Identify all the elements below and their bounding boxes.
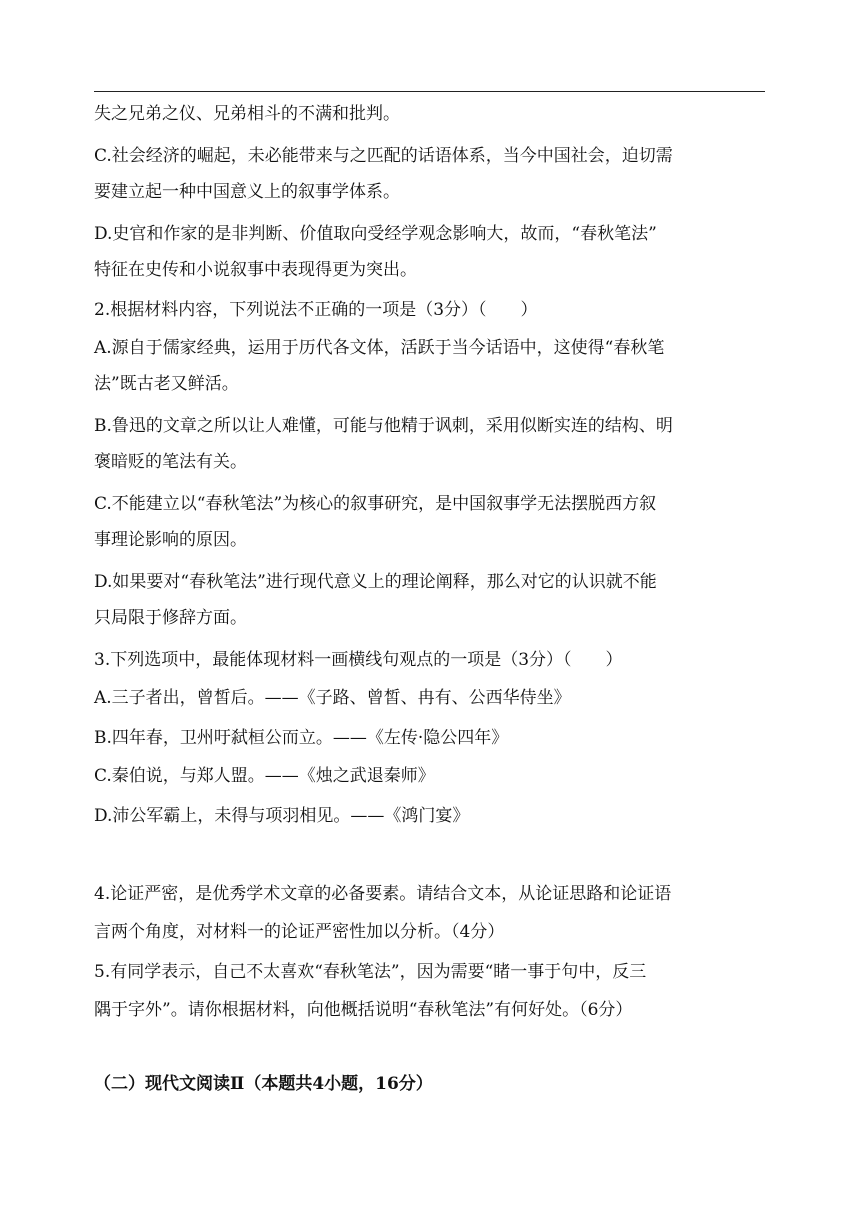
- header-rule: [94, 91, 765, 92]
- option-c-line: C.社会经济的崛起，未必能带来与之匹配的话语体系，当今中国社会，迫切需: [94, 146, 673, 166]
- section-heading: （二）现代文阅读Ⅱ（本题共4小题，16分）: [94, 1074, 433, 1094]
- text-line: 隅于字外”。请你根据材料，向他概括说明“春秋笔法”有何好处。（6分）: [94, 1000, 633, 1020]
- question-5: 5.有同学表示，自己不太喜欢“春秋笔法”，因为需要“睹一事于句中，反三: [94, 962, 647, 982]
- text-line: 事理论影响的原因。: [94, 530, 247, 550]
- question-3: 3.下列选项中，最能体现材料一画横线句观点的一项是（3分）（ ）: [94, 650, 623, 670]
- text-line: 褒暗贬的笔法有关。: [94, 452, 247, 472]
- text-line: 法”既古老又鲜活。: [94, 374, 239, 394]
- option-b-line: B.四年春，卫州吁弑桓公而立。——《左传·隐公四年》: [94, 728, 509, 748]
- option-d-line: D.史官和作家的是非判断、价值取向受经学观念影响大，故而，“春秋笔法”: [94, 224, 657, 244]
- option-a-line: A.源自于儒家经典，运用于历代各文体，活跃于当今话语中，这使得“春秋笔: [94, 338, 665, 358]
- text-line: 要建立起一种中国意义上的叙事学体系。: [94, 182, 400, 202]
- question-2: 2.根据材料内容，下列说法不正确的一项是（3分）（ ）: [94, 300, 538, 320]
- option-c-line: C.不能建立以“春秋笔法”为核心的叙事研究，是中国叙事学无法摆脱西方叙: [94, 494, 657, 514]
- text-line: 失之兄弟之仪、兄弟相斗的不满和批判。: [94, 104, 400, 124]
- option-c-line: C.秦伯说，与郑人盟。——《烛之武退秦师》: [94, 766, 435, 786]
- question-4: 4.论证严密，是优秀学术文章的必备要素。请结合文本，从论证思路和论证语: [94, 884, 672, 904]
- text-line: 特征在史传和小说叙事中表现得更为突出。: [94, 260, 417, 280]
- text-line: 言两个角度，对材料一的论证严密性加以分析。（4分）: [94, 922, 505, 942]
- option-a-line: A.三子者出，曾皙后。——《子路、曾皙、冉有、公西华侍坐》: [94, 688, 571, 708]
- option-b-line: B.鲁迅的文章之所以让人难懂，可能与他精于讽刺，采用似断实连的结构、明: [94, 416, 673, 436]
- option-d-line: D.如果要对“春秋笔法”进行现代意义上的理论阐释，那么对它的认识就不能: [94, 572, 657, 592]
- text-line: 只局限于修辞方面。: [94, 608, 247, 628]
- option-d-line: D.沛公军霸上，未得与项羽相见。——《鸿门宴》: [94, 806, 470, 826]
